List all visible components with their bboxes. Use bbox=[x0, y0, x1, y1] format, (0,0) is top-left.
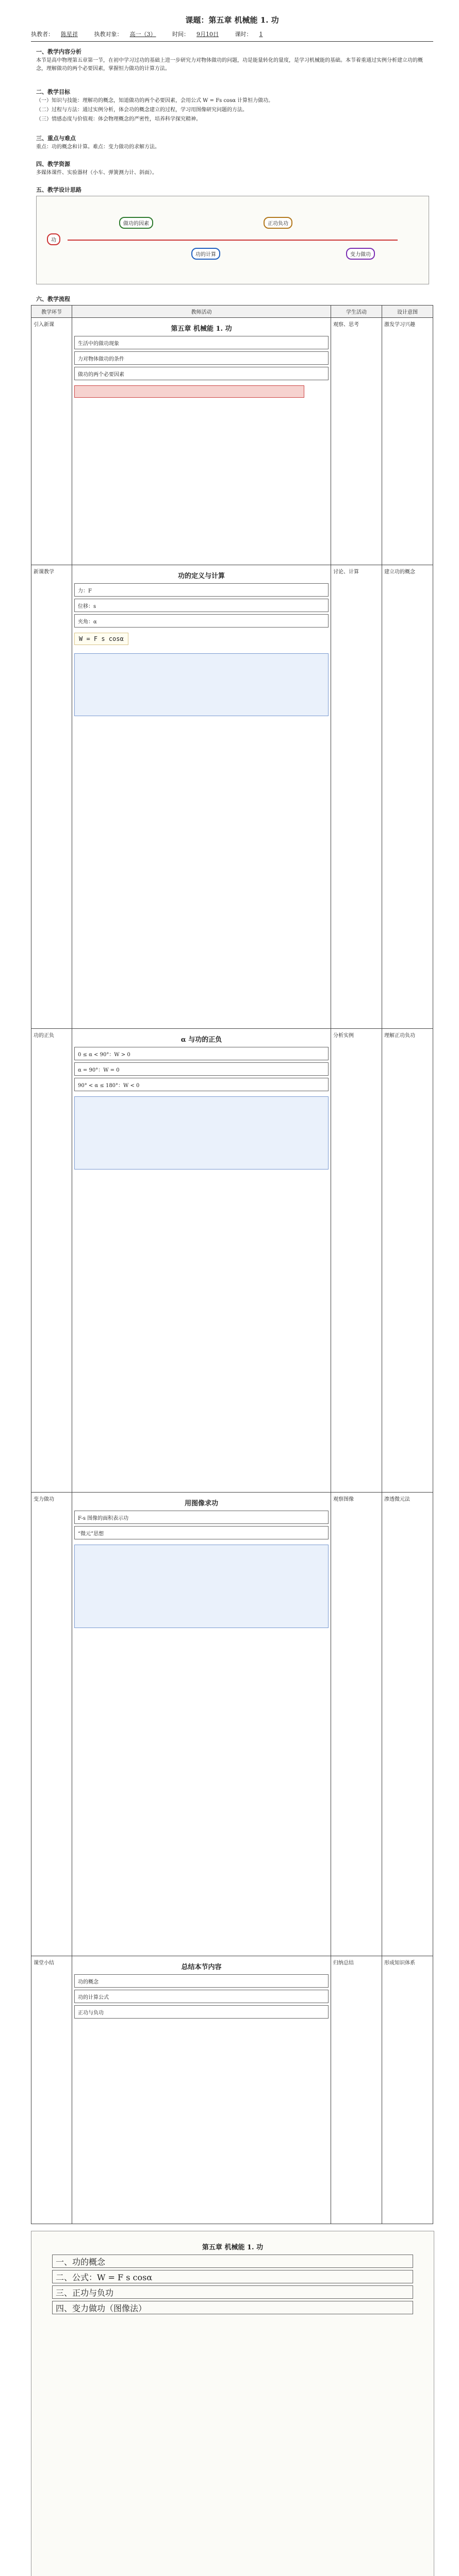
bullet: 0 ≤ α < 90°：W > 0 bbox=[74, 1047, 329, 1060]
teacher-cell bbox=[72, 1029, 331, 1493]
board-design bbox=[31, 2231, 434, 2576]
bullet: 功的概念 bbox=[74, 1974, 329, 1988]
meta-time: 时间： 9月10日 bbox=[172, 31, 219, 38]
student-cell: 观察图像 bbox=[331, 1493, 382, 1956]
section-title: 三、重点与难点 bbox=[36, 135, 76, 142]
objective-3: （三）情感态度与价值观：体会物理概念的严密性，培养科学探究精神。 bbox=[36, 116, 201, 122]
table-row bbox=[31, 318, 433, 565]
meta-class: 执教对象： 高一（3） bbox=[94, 31, 156, 38]
lesson-page bbox=[31, 0, 433, 2576]
bullet: 位移：s bbox=[74, 599, 329, 612]
meta-lesson: 课时： 1 bbox=[235, 31, 263, 38]
intent-cell: 渗透微元法 bbox=[382, 1493, 433, 1956]
figure-panel bbox=[74, 1096, 329, 1170]
figure-panel bbox=[74, 653, 329, 716]
stage-cell: 引入新课 bbox=[31, 318, 72, 565]
flow-line bbox=[68, 240, 398, 241]
bullet: 功的计算公式 bbox=[74, 1990, 329, 2003]
board-item: 四、变力做功（图像法） bbox=[52, 2301, 413, 2314]
flow-node: 功 bbox=[47, 233, 60, 245]
bullet: 力：F bbox=[74, 583, 329, 597]
flow-node: 做功的因素 bbox=[119, 217, 153, 229]
student-cell: 分析实例 bbox=[331, 1029, 382, 1493]
stage-cell: 课堂小结 bbox=[31, 1956, 72, 2224]
slide-title: 总结本节内容 bbox=[181, 1963, 222, 1971]
bullet: 90° < α ≤ 180°：W < 0 bbox=[74, 1078, 329, 1091]
teacher-cell bbox=[72, 565, 331, 1029]
intent-cell: 形成知识体系 bbox=[382, 1956, 433, 2224]
design-flow-map bbox=[36, 196, 429, 284]
bullet: 正功与负功 bbox=[74, 2005, 329, 2019]
col-header: 学生活动 bbox=[331, 306, 382, 318]
teacher-cell bbox=[72, 318, 331, 565]
col-header: 教师活动 bbox=[72, 306, 331, 318]
work-formula: W = F s cosα bbox=[74, 633, 128, 645]
table-row bbox=[31, 1029, 433, 1493]
bullet: 做功的两个必要因素 bbox=[74, 367, 329, 380]
student-cell: 观察、思考 bbox=[331, 318, 382, 565]
student-cell: 讨论、计算 bbox=[331, 565, 382, 1029]
table-row bbox=[31, 565, 433, 1029]
bullet: 力对物体做功的条件 bbox=[74, 351, 329, 365]
slide-title: α 与功的正负 bbox=[181, 1036, 222, 1044]
document-header bbox=[31, 14, 433, 25]
objective-2: （二）过程与方法：通过实例分析，体会功的概念建立的过程，学习用图像研究问题的方法。 bbox=[36, 107, 248, 113]
bullet: 夹角：α bbox=[74, 614, 329, 628]
student-cell: 归纳总结 bbox=[331, 1956, 382, 2224]
board-item: 三、正功与负功 bbox=[52, 2285, 413, 2299]
table-row bbox=[31, 1956, 433, 2224]
slide-title: 用图像求功 bbox=[184, 1500, 218, 1507]
section-text: 多媒体课件、实验器材（小车、弹簧测力计、斜面）。 bbox=[36, 170, 157, 176]
intent-cell: 理解正功负功 bbox=[382, 1029, 433, 1493]
intent-cell: 建立功的概念 bbox=[382, 565, 433, 1029]
section-title: 四、教学资源 bbox=[36, 161, 70, 167]
slide-title: 第五章 机械能 1. 功 bbox=[171, 325, 232, 333]
meta-row bbox=[31, 30, 433, 38]
board-item: 二、公式：W = F s cosα bbox=[52, 2270, 413, 2283]
board-items bbox=[31, 2255, 434, 2314]
illustration-strip bbox=[74, 385, 304, 398]
process-table bbox=[31, 305, 433, 2224]
meta-teacher: 执教者： 陈星祥 bbox=[31, 31, 78, 38]
page-title: 课题：第五章 机械能 1. 功 bbox=[185, 15, 279, 25]
board-title: 第五章 机械能 1. 功 bbox=[202, 2244, 264, 2251]
figure-panel bbox=[74, 1545, 329, 1628]
flow-node: 正功负功 bbox=[264, 217, 292, 229]
section-text: 重点：功的概念和计算。难点：变力做功的求解方法。 bbox=[36, 144, 160, 150]
bullet: 生活中的做功现象 bbox=[74, 336, 329, 349]
slide-title: 功的定义与计算 bbox=[177, 572, 225, 580]
flow-node: 变力做功 bbox=[346, 248, 375, 260]
board-item: 一、功的概念 bbox=[52, 2255, 413, 2268]
section-title: 一、教学内容分析 bbox=[36, 48, 81, 55]
section-title: 五、教学设计思路 bbox=[36, 187, 81, 193]
bullet: F-s 图像的面积表示功 bbox=[74, 1511, 329, 1524]
bullet: α = 90°：W = 0 bbox=[74, 1062, 329, 1076]
section-title: 六、教学流程 bbox=[36, 296, 70, 302]
col-header: 设计意图 bbox=[382, 306, 433, 318]
stage-cell: 新课教学 bbox=[31, 565, 72, 1029]
intent-cell: 激发学习兴趣 bbox=[382, 318, 433, 565]
teacher-cell bbox=[72, 1493, 331, 1956]
section-text: 本节是高中物理第五章第一节，在初中学习过功的基础上进一步研究力对物体做功的问题，功是能量转化的量度，是学习机械能的基础。本节着重通过实例分析建立功的概念，理解做功的两个必要因素，掌握恒力做功的计算方法。 bbox=[36, 58, 423, 72]
col-header: 教学环节 bbox=[31, 306, 72, 318]
bullet: “微元”思想 bbox=[74, 1526, 329, 1539]
stage-cell: 变力做功 bbox=[31, 1493, 72, 1956]
divider bbox=[31, 41, 433, 42]
table-row bbox=[31, 1493, 433, 1956]
flow-node: 功的计算 bbox=[191, 248, 220, 260]
section-title: 二、教学目标 bbox=[36, 89, 70, 95]
teacher-cell bbox=[72, 1956, 331, 2224]
stage-cell: 功的正负 bbox=[31, 1029, 72, 1493]
objective-1: （一）知识与技能：理解功的概念，知道做功的两个必要因素，会用公式 W = Fs cosα 计算恒力做功。 bbox=[36, 98, 274, 104]
